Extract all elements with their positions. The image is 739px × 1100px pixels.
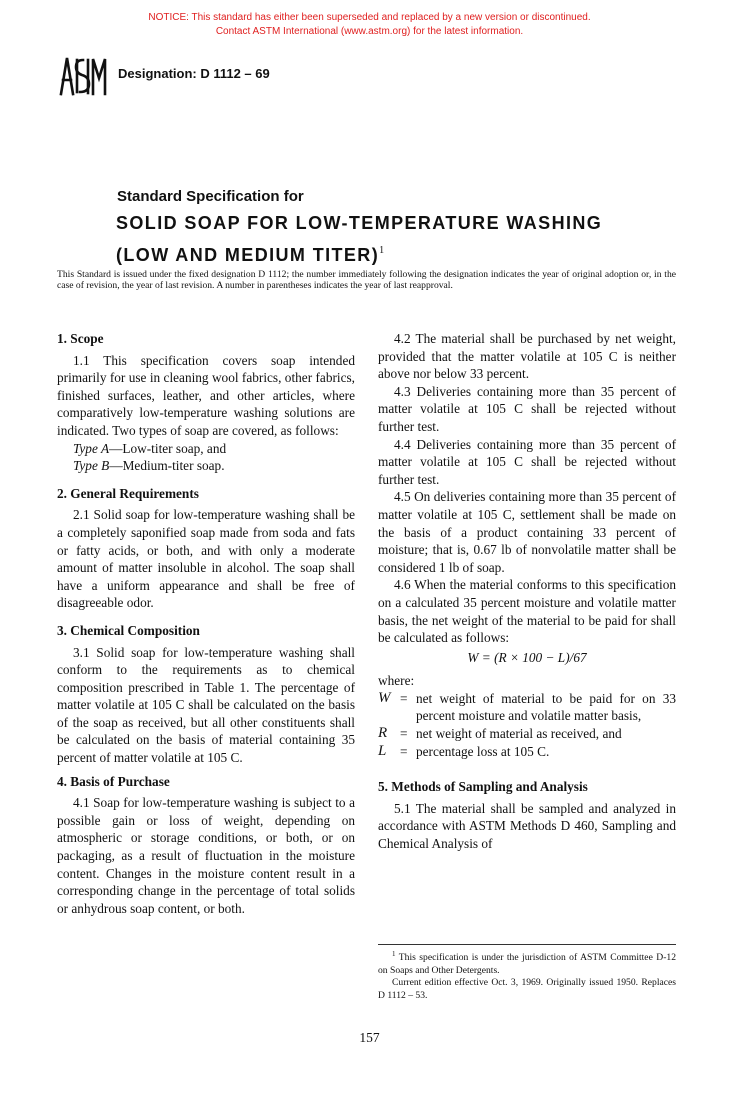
net-weight-formula: W = (R × 100 − L)/67 bbox=[467, 649, 587, 665]
where-symbol: L bbox=[378, 742, 387, 759]
footnote-1-text: This specification is under the jurisdiction of ASTM Committee D-12 on Soaps and Other Detergents. bbox=[378, 952, 676, 976]
paragraph-4-2: 4.2 The material shall be purchased by net weight, provided that the matter volatile at 105 C is neither above nor below 33 percent. bbox=[378, 331, 676, 382]
title-line-2 bbox=[116, 237, 602, 269]
paragraph-4-5: 4.5 On deliveries containing more than 35 percent of matter volatile at 105 C, settlement shall be made on the basis of a product containing 33 percent of moisture; that is, 0.67 lb of nonvolatile matter shall be considered 1 lb of soap. bbox=[378, 489, 676, 575]
page-number: 157 bbox=[359, 1030, 380, 1045]
where-equals: = bbox=[400, 690, 408, 706]
paragraph-1-1: 1.1 This specification covers soap intended primarily for use in cleaning wool fabrics, other fabrics, finished surfaces, leather, and other articles, where comparatively low-temperature washing solutions are indicated. Two types of soap are covered, as follows: bbox=[57, 352, 355, 438]
where-symbol: W bbox=[378, 689, 391, 706]
section-heading-purchase: 4. Basis of Purchase bbox=[57, 773, 170, 789]
type-a-label: Type A bbox=[73, 440, 110, 456]
type-list bbox=[57, 440, 355, 475]
where-equals: = bbox=[400, 743, 408, 759]
where-item-r bbox=[378, 725, 676, 743]
footnote-mark: 1 bbox=[392, 950, 396, 958]
type-b-label: Type B bbox=[73, 458, 110, 474]
where-item-l bbox=[378, 743, 676, 761]
where-label: where: bbox=[378, 673, 415, 689]
astm-logo-mark bbox=[58, 56, 108, 96]
where-definition: net weight of material to be paid for on 33 percent moisture and volatile matter basis, bbox=[416, 690, 676, 724]
paragraph-3-1: 3.1 Solid soap for low-temperature washing shall conform to the requirements as to chemical composition prescribed in Table 1. The percentage of matter volatile at 105 C shall be calculated on the basis of the soap as received, but all other constituents shall be calculated on the basis of material containing 35 percent of matter volatile at 105 C. bbox=[57, 644, 355, 766]
type-a-item bbox=[57, 440, 355, 458]
where-item-w bbox=[378, 690, 676, 725]
designation: Designation: D 1112 – 69 bbox=[118, 66, 270, 81]
paragraph-4-4: 4.4 Deliveries containing more than 35 percent of matter volatile at 105 C shall be rejected without further test. bbox=[378, 436, 676, 487]
type-b-text: —Medium-titer soap. bbox=[109, 458, 225, 474]
astm-logo bbox=[58, 56, 108, 96]
type-b-item bbox=[57, 457, 355, 475]
paragraph-4-1: 4.1 Soap for low-temperature washing is subject to a possible gain or loss of weight, depending on atmospheric or storage conditions, or both, or on packaging, as a result of fluctuation in the moisture content. Changes in the moisture content result in a corresponding change in the percentage of total solids or anhydrous soap content, or both. bbox=[57, 795, 355, 916]
section-heading-chemical: 3. Chemical Composition bbox=[57, 622, 200, 638]
left-column bbox=[57, 330, 355, 917]
title-footnote-mark: 1 bbox=[379, 245, 385, 256]
document-title bbox=[116, 210, 602, 269]
title-line-2-text: (LOW AND MEDIUM TITER) bbox=[116, 245, 380, 265]
right-column bbox=[378, 330, 676, 853]
paragraph-5-1: 5.1 The material shall be sampled and analyzed in accordance with ASTM Methods D 460, Sampling and Chemical Analysis of bbox=[378, 800, 676, 852]
paragraph-4-6: 4.6 When the material conforms to this specification on a calculated 35 percent moisture and volatile matter basis, the net weight of the material to be paid for shall be calculated as follows: bbox=[378, 577, 676, 646]
notice-line-1: NOTICE: This standard has either been superseded and replaced by a new version or discontinued. bbox=[148, 12, 591, 23]
footnote-2: Current edition effective Oct. 3, 1969. Originally issued 1950. Replaces D 1112 – 53. bbox=[378, 977, 676, 1001]
footnotes bbox=[378, 944, 676, 1002]
type-a-text: —Low-titer soap, and bbox=[109, 440, 227, 456]
issuance-note: This Standard is issued under the fixed designation D 1112; the number immediately following the designation indicates the year of original adoption or, in the case of revision, the year of last revision. A number in parentheses indicates the year of last reapproval. bbox=[57, 269, 676, 291]
footnote-1 bbox=[378, 948, 676, 977]
paragraph-4-3: 4.3 Deliveries containing more than 35 percent of matter volatile at 105 C shall be rejected without further test. bbox=[378, 383, 676, 434]
where-definition: net weight of material as received, and bbox=[416, 726, 622, 742]
section-heading-sampling: 5. Methods of Sampling and Analysis bbox=[378, 779, 588, 795]
section-heading-general: 2. General Requirements bbox=[57, 485, 199, 501]
where-symbol: R bbox=[378, 725, 388, 742]
notice-line-2: Contact ASTM International (www.astm.org) for the latest information. bbox=[215, 26, 524, 37]
standard-for-label: Standard Specification for bbox=[117, 188, 304, 205]
section-heading-scope: 1. Scope bbox=[57, 331, 104, 346]
supersession-notice bbox=[0, 11, 739, 39]
where-equals: = bbox=[400, 726, 408, 742]
title-line-1: SOLID SOAP FOR LOW-TEMPERATURE WASHING bbox=[116, 213, 603, 233]
paragraph-2-1: 2.1 Solid soap for low-temperature washing shall be a completely saponified soap made from soda and fats or fatty acids, or both, and with only a moderate amount of matter insoluble in alcohol. The soap shall have a uniform appearance and shall be free of disagreeable odor. bbox=[57, 507, 355, 611]
where-definition: percentage loss at 105 C. bbox=[416, 743, 550, 759]
